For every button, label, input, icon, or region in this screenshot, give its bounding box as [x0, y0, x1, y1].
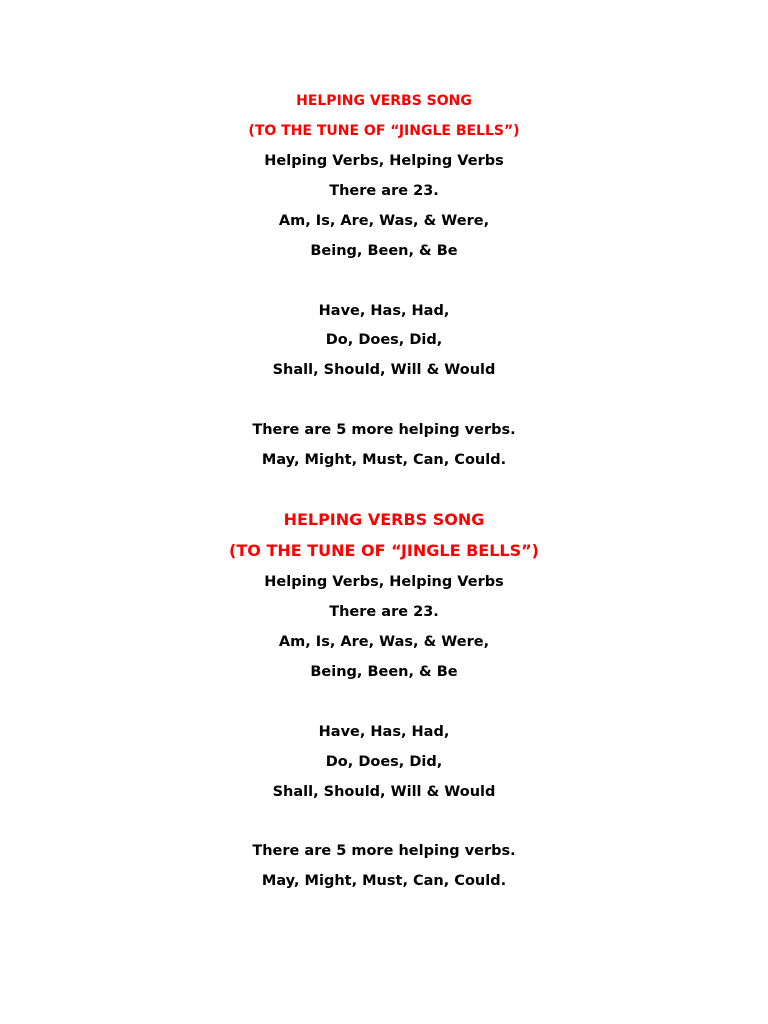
- lyric-line: Do, Does, Did,: [325, 332, 443, 348]
- lyric-line: Shall, Should, Will & Would: [272, 362, 496, 378]
- lyric-line: There are 23.: [329, 183, 439, 199]
- lyric-line: There are 5 more helping verbs.: [252, 422, 516, 438]
- song-title: HELPING VERBS SONG: [296, 93, 472, 109]
- lyric-line: Helping Verbs, Helping Verbs: [264, 153, 504, 169]
- lyric-line: Being, Been, & Be: [310, 664, 458, 680]
- lyric-line: Being, Been, & Be: [310, 243, 458, 259]
- lyric-line: Helping Verbs, Helping Verbs: [264, 574, 504, 590]
- lyric-line: May, Might, Must, Can, Could.: [261, 452, 507, 468]
- lyric-line: May, Might, Must, Can, Could.: [261, 873, 507, 889]
- lyric-line: There are 5 more helping verbs.: [252, 843, 516, 859]
- song-subtitle: (TO THE TUNE OF “JINGLE BELLS”): [248, 123, 520, 139]
- lyric-line: Have, Has, Had,: [318, 303, 450, 319]
- lyric-line: Have, Has, Had,: [318, 724, 450, 740]
- song-subtitle: (TO THE TUNE OF “JINGLE BELLS”): [229, 541, 539, 560]
- lyric-line: Am, Is, Are, Was, & Were,: [278, 213, 490, 229]
- lyric-line: Shall, Should, Will & Would: [272, 784, 496, 800]
- lyric-line: Do, Does, Did,: [325, 754, 443, 770]
- song-title: HELPING VERBS SONG: [283, 510, 485, 529]
- lyric-line: There are 23.: [329, 604, 439, 620]
- lyric-line: Am, Is, Are, Was, & Were,: [278, 634, 490, 650]
